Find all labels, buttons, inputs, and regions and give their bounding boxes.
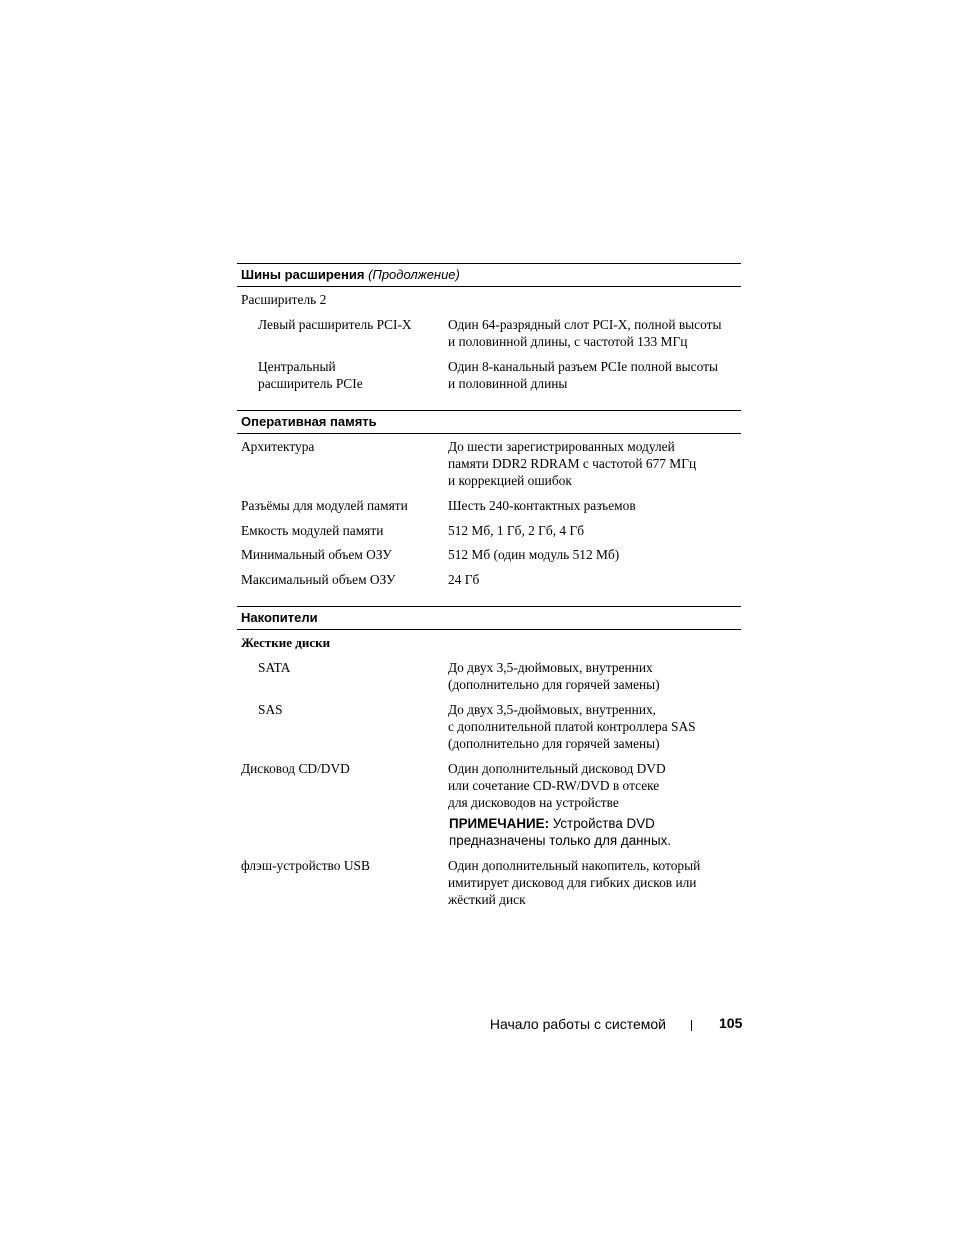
spec-value: и коррекцией ошибок — [448, 473, 572, 488]
hdd-subheading: Жесткие диски — [241, 635, 331, 650]
spec-value: До шести зарегистрированных модулей — [448, 439, 675, 454]
footer-title: Начало работы с системой — [489, 1016, 666, 1032]
spec-value: или сочетание CD-RW/DVD в отсеке — [448, 778, 660, 793]
spec-label: Разъёмы для модулей памяти — [241, 498, 408, 513]
section-header-memory — [237, 410, 741, 434]
note-text: Устройства DVD — [549, 816, 655, 831]
section-continued: (Продолжение) — [368, 267, 460, 282]
spec-value: Один дополнительный дисковод DVD — [448, 761, 666, 776]
dvd-note — [449, 815, 655, 832]
spec-value: жёсткий диск — [448, 892, 526, 907]
section-title: Накопители — [241, 610, 318, 625]
spec-label: Дисковод CD/DVD — [241, 761, 350, 776]
spec-value: До двух 3,5-дюймовых, внутренних — [448, 660, 653, 675]
spec-value: 512 Мб, 1 Гб, 2 Гб, 4 Гб — [448, 523, 585, 538]
footer-separator — [691, 1020, 692, 1031]
riser-label: Расширитель 2 — [241, 292, 327, 307]
spec-value: с дополнительной платой контроллера SAS — [448, 719, 696, 734]
section-title: Оперативная память — [241, 414, 377, 429]
spec-value: Шесть 240-контактных разъемов — [448, 498, 636, 513]
spec-label: Левый расширитель PCI-X — [258, 317, 412, 332]
spec-label: SAS — [258, 702, 283, 717]
spec-value: 512 Мб (один модуль 512 Мб) — [448, 547, 620, 562]
spec-value: для дисководов на устройстве — [448, 795, 619, 810]
spec-value: памяти DDR2 RDRAM с частотой 677 МГц — [448, 456, 697, 471]
section-header-expansion-bus — [237, 263, 741, 287]
note-text: предназначены только для данных. — [449, 833, 671, 848]
note-prefix: ПРИМЕЧАНИЕ: — [449, 816, 550, 831]
spec-label: SATA — [258, 660, 291, 675]
spec-value: Один дополнительный накопитель, который — [448, 858, 701, 873]
spec-label: Максимальный объем ОЗУ — [241, 572, 396, 587]
spec-value: Один 8-канальный разъем PCIe полной высоты — [448, 359, 718, 374]
spec-value: (дополнительно для горячей замены) — [448, 736, 660, 751]
spec-label: Центральный — [258, 359, 336, 374]
spec-label: флэш-устройство USB — [241, 858, 370, 873]
section-title: Шины расширения — [241, 267, 365, 282]
spec-label: Емкость модулей памяти — [241, 523, 384, 538]
spec-value: и половинной длины, с частотой 133 МГц — [448, 334, 688, 349]
spec-value: имитирует дисковод для гибких дисков или — [448, 875, 697, 890]
section-header-storage — [237, 606, 741, 630]
spec-value: (дополнительно для горячей замены) — [448, 677, 660, 692]
spec-label: Минимальный объем ОЗУ — [241, 547, 392, 562]
spec-value: 24 Гб — [448, 572, 480, 587]
page-number: 105 — [719, 1015, 743, 1031]
spec-value: До двух 3,5-дюймовых, внутренних, — [448, 702, 657, 717]
spec-label: Архитектура — [241, 439, 315, 454]
spec-value: Один 64-разрядный слот PCI-X, полной высоты — [448, 317, 722, 332]
spec-label: расширитель PCIe — [258, 376, 363, 391]
spec-value: и половинной длины — [448, 376, 568, 391]
